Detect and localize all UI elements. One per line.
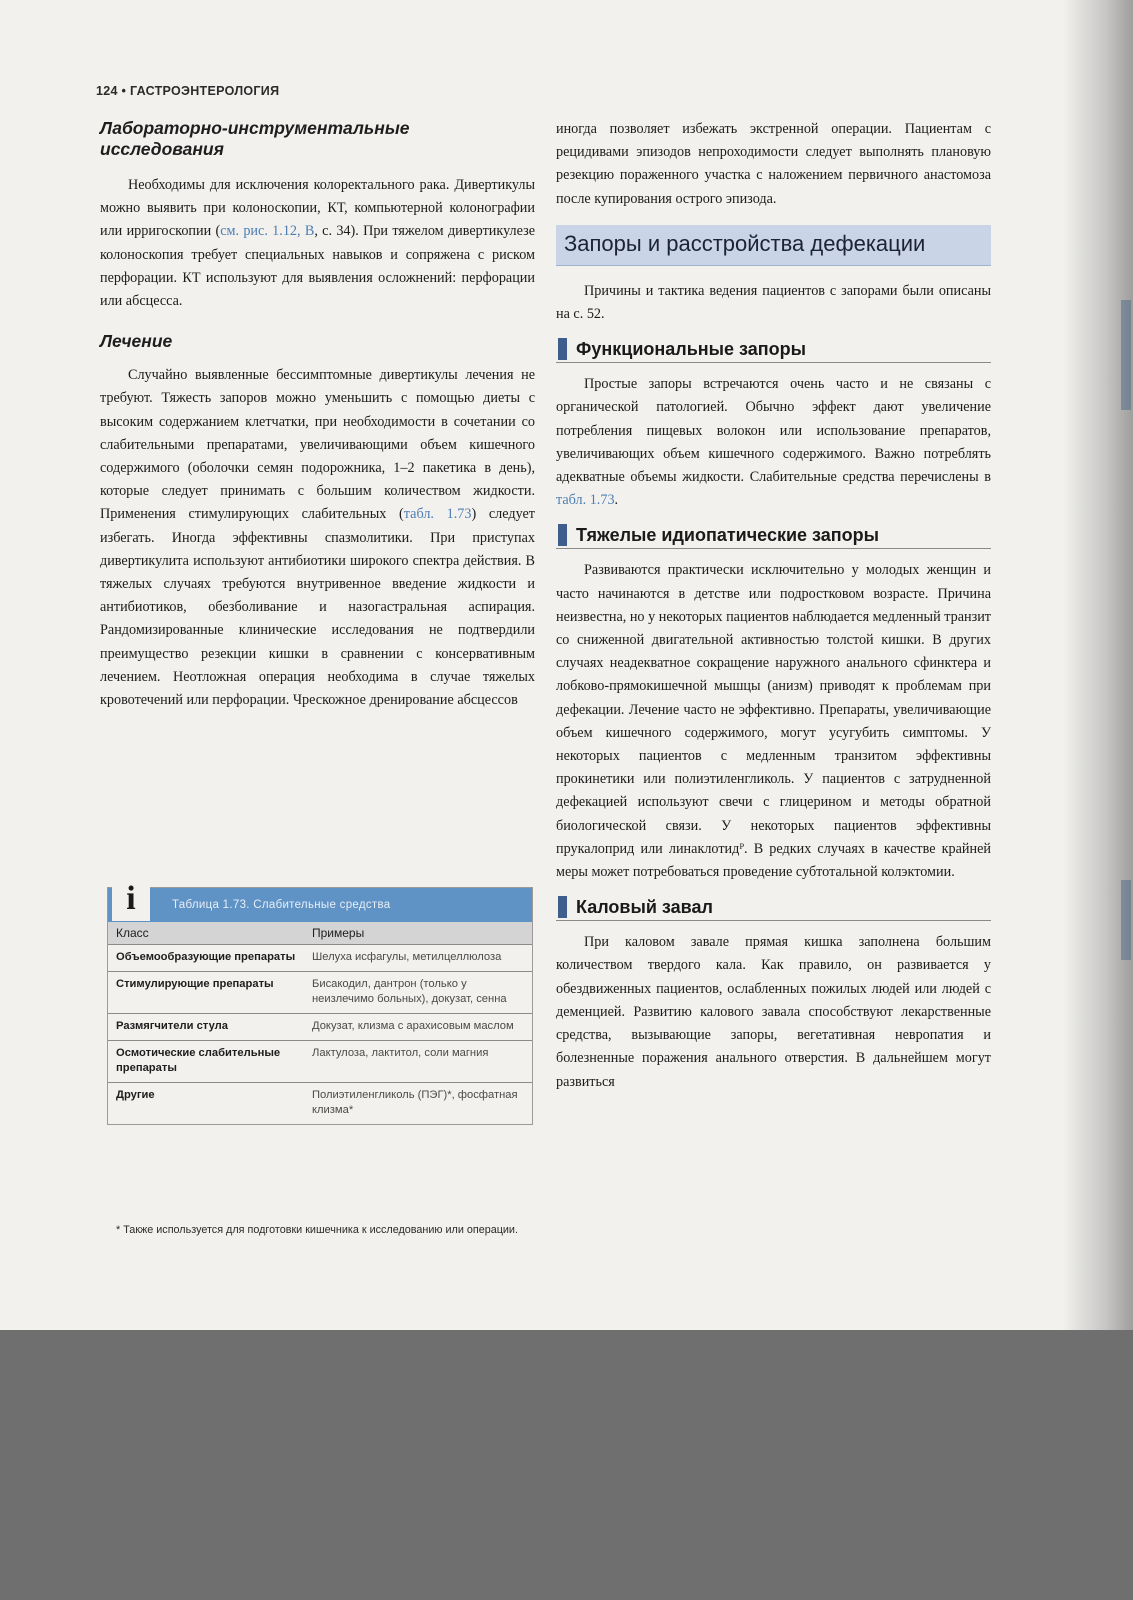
figure-reference-link[interactable]: см. рис. 1.12, В: [220, 223, 315, 240]
paragraph-idiopathic: Развиваются практически исключительно у молодых женщин и часто начинаются в детстве или подростковом возрасте. Причина неизвестна, но у некоторых пациентов наблюдается медленный транзит со сниженной двигательной активностью толстой кишки. В других случаях неадекватное сокращение наружного анального сфинктера и лобково-прямокишечной мышцы (анизм) приводят к проблемам при дефекации. Лечение часто не эффективно. Препараты, увеличивающие объем кишечного содержимого, могут усугубить симптомы. У некоторых пациентов с медленным транзитом эффективны прокинетики или полиэтиленгликоль. У пациентов с затрудненной дефекацией используют свечи с глицерином и методы обратной биологической связи. У некоторых пациентов эффективны прукалоприд или линаклотидᴾ. В редких случаях в качестве крайней меры может потребоваться проведение субтотальной колэктомии.: [556, 562, 991, 881]
subheading-idiopathic: Тяжелые идиопатические запоры: [556, 522, 991, 549]
table-caption: Таблица 1.73. Слабительные средства: [172, 899, 391, 911]
table-cell-class: Стимулирующие препараты: [108, 972, 304, 1014]
section-title-constipation: Запоры и расстройства дефекации: [556, 225, 991, 266]
paragraph-continued: иногда позволяет избежать экстренной операции. Пациентам с рецидивами эпизодов непроходимости следует выполнять плановую резекцию пораженного участка с наложением первичного анастомоза после купирования острого эпизода.: [556, 121, 991, 207]
table-row: [108, 1041, 532, 1083]
running-head: 124 • ГАСТРОЭНТЕРОЛОГИЯ: [96, 84, 280, 98]
table-footnote: * Также используется для подготовки кишечника к исследованию или операции.: [116, 1224, 518, 1236]
page-edge-tab-mark: [1121, 880, 1131, 960]
heading-treatment: Лечение: [100, 331, 173, 352]
info-icon: i: [112, 877, 150, 921]
table-row: [108, 945, 532, 972]
table-cell-examples: Докузат, клизма с арахисовым маслом: [304, 1014, 532, 1041]
paragraph-functional: Простые запоры встречаются очень часто и не связаны с органической патологией. Обычно эффект дают увеличение потребления пищевых волокон или использование препаратов, увеличивающих объем кишечного содержимого. Важно потреблять адекватные объемы жидкости. Слабительные средства перечислены в табл. 1.73.: [556, 376, 991, 509]
table-cell-examples: Бисакодил, дантрон (только у неизлечимо больных), докузат, сенна: [304, 972, 532, 1014]
table-cell-class: Объемообразующие препараты: [108, 945, 304, 972]
paragraph-lab-studies: Необходимы для исключения колоректального рака. Дивертикулы можно выявить при колоноскопии, КТ, компьютерной колонографии или ирригоскопии (см. рис. 1.12, В, с. 34). При тяжелом дивертикулезе колоноскопия требует специальных навыков и сопряжена с риском перфорации. КТ используют для выявления осложнений: перфорации или абсцесса.: [100, 177, 535, 310]
paragraph-constipation-intro: Причины и тактика ведения пациентов с запорами были описаны на с. 52.: [556, 282, 991, 323]
table-cell-class: Размягчители стула: [108, 1014, 304, 1041]
table-row: [108, 1014, 532, 1041]
table-reference-link[interactable]: табл. 1.73: [556, 492, 615, 509]
laxatives-table: [108, 922, 532, 1124]
heading-lab-studies: Лабораторно-инструментальные исследования: [100, 118, 410, 159]
table-cell-examples: Лактулоза, лактитол, соли магния: [304, 1041, 532, 1083]
subheading-functional: Функциональные запоры: [556, 336, 991, 363]
laxatives-table-box: [107, 880, 533, 1125]
right-column: [556, 118, 991, 1094]
section-marker: [558, 896, 567, 918]
table-header-bar: [108, 880, 532, 922]
section-marker: [558, 524, 567, 546]
table-cell-class: Осмотические слабительные препараты: [108, 1041, 304, 1083]
table-cell-examples: Шелуха исфагулы, метилцеллюлоза: [304, 945, 532, 972]
column-header-examples: Примеры: [304, 922, 532, 945]
page-edge-tab-mark: [1121, 300, 1131, 410]
table-row: [108, 972, 532, 1014]
table-cell-examples: Полиэтиленгликоль (ПЭГ)*, фосфатная клизма*: [312, 1089, 518, 1116]
table-reference-link[interactable]: табл. 1.73: [403, 506, 472, 523]
subheading-fecal-impaction: Каловый завал: [556, 894, 991, 921]
paragraph-fecal-impaction: При каловом завале прямая кишка заполнена большим количеством твердого кала. Как правило, он развивается у обездвиженных пациентов, ослабленных пожилых людей или людей с деменцией. Развитию калового завала способствуют лекарственные средства, вызывающие запоры, вегетативная невропатия и болезненные поражения анального отверстия. В дальнейшем могут развиться: [556, 934, 991, 1090]
paragraph-treatment: Случайно выявленные бессимптомные дивертикулы лечения не требуют. Тяжесть запоров можно уменьшить с помощью диеты с высоким содержанием клетчатки, при необходимости в сочетании со слабительными препаратами, увеличивающими объем кишечного содержимого (оболочки семян подорожника, 1–2 пакетика в день), которые следует принимать с большим количеством жидкости. Применения стимулирующих слабительных (табл. 1.73) следует избегать. Иногда эффективны спазмолитики. При приступах дивертикулита используют антибиотики широкого спектра действия. В тяжелых случаях требуются внутривенное введение жидкости и антибиотиков, обезболивание и назогастральная аспирация. Рандомизированные клинические исследования не подтвердили преимущество резекции кишки в сравнении с консервативным лечением. Неотложная операция необходима в случае тяжелых кровотечений или перфорации. Чрескожное дренирование абсцессов: [100, 367, 535, 709]
table-cell-class: Другие: [116, 1089, 155, 1101]
left-column: [100, 118, 535, 712]
table-row: [108, 1083, 532, 1125]
column-header-class: Класс: [108, 922, 304, 945]
section-marker: [558, 338, 567, 360]
